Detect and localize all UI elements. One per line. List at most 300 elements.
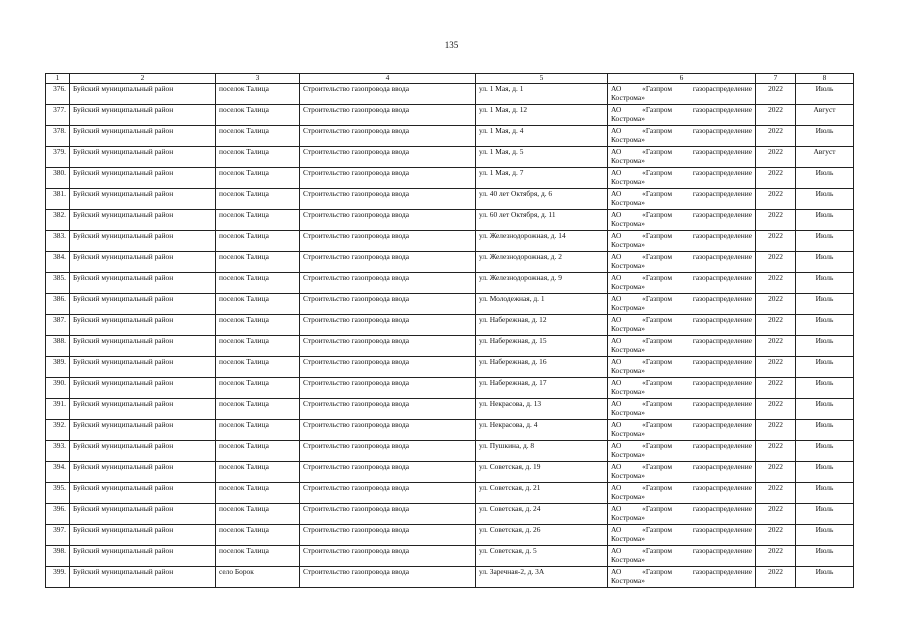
executor-cell	[608, 462, 756, 483]
month-cell: Июль	[796, 210, 854, 231]
executor-word: газораспределение	[692, 231, 752, 240]
executor-word: «Газпром	[642, 441, 672, 450]
executor-line-1	[611, 84, 752, 93]
table-row	[46, 462, 854, 483]
executor-word: АО	[611, 420, 622, 429]
settlement-cell: поселок Талица	[216, 546, 300, 567]
executor-line-1	[611, 378, 752, 387]
executor-word: «Газпром	[642, 378, 672, 387]
executor-word: газораспределение	[692, 399, 752, 408]
executor-cell	[608, 357, 756, 378]
col-header: 8	[796, 74, 854, 84]
executor-line-1	[611, 399, 752, 408]
year-cell: 2022	[756, 84, 796, 105]
district-cell: Буйский муниципальный район	[70, 84, 216, 105]
settlement-cell: поселок Талица	[216, 378, 300, 399]
row-number: 378.	[46, 126, 70, 147]
settlement-cell: село Борок	[216, 567, 300, 588]
work-type-cell: Строительство газопровода ввода	[300, 441, 476, 462]
executor-word: АО	[611, 168, 622, 177]
month-cell: Июль	[796, 504, 854, 525]
district-cell: Буйский муниципальный район	[70, 399, 216, 420]
address-cell: ул. Набережная, д. 12	[476, 315, 608, 336]
year-cell: 2022	[756, 357, 796, 378]
header-row	[46, 74, 854, 84]
district-cell: Буйский муниципальный район	[70, 357, 216, 378]
year-cell: 2022	[756, 231, 796, 252]
address-cell: ул. 40 лет Октября, д. 6	[476, 189, 608, 210]
executor-cell	[608, 189, 756, 210]
page-number: 135	[444, 40, 459, 50]
executor-cell	[608, 210, 756, 231]
row-number: 381.	[46, 189, 70, 210]
executor-word: газораспределение	[692, 441, 752, 450]
executor-line-2: Кострома»	[611, 324, 645, 333]
settlement-cell: поселок Талица	[216, 462, 300, 483]
year-cell: 2022	[756, 336, 796, 357]
row-number: 384.	[46, 252, 70, 273]
executor-word: «Газпром	[642, 147, 672, 156]
executor-word: «Газпром	[642, 504, 672, 513]
executor-cell	[608, 252, 756, 273]
executor-line-1	[611, 420, 752, 429]
executor-word: «Газпром	[642, 315, 672, 324]
row-number: 385.	[46, 273, 70, 294]
executor-line-1	[611, 252, 752, 261]
executor-line-1	[611, 273, 752, 282]
row-number: 391.	[46, 399, 70, 420]
executor-cell	[608, 294, 756, 315]
address-cell: ул. Железнодорожная, д. 14	[476, 231, 608, 252]
document-table	[45, 73, 854, 588]
row-number: 380.	[46, 168, 70, 189]
settlement-cell: поселок Талица	[216, 189, 300, 210]
month-cell: Июль	[796, 441, 854, 462]
work-type-cell: Строительство газопровода ввода	[300, 546, 476, 567]
table-row	[46, 210, 854, 231]
row-number: 396.	[46, 504, 70, 525]
executor-word: АО	[611, 483, 622, 492]
year-cell: 2022	[756, 546, 796, 567]
executor-word: АО	[611, 399, 622, 408]
executor-word: газораспределение	[692, 357, 752, 366]
executor-line-1	[611, 126, 752, 135]
executor-word: «Газпром	[642, 210, 672, 219]
executor-cell	[608, 105, 756, 126]
month-cell: Июль	[796, 462, 854, 483]
executor-word: «Газпром	[642, 462, 672, 471]
year-cell: 2022	[756, 462, 796, 483]
executor-cell	[608, 525, 756, 546]
executor-line-1	[611, 315, 752, 324]
table-row	[46, 336, 854, 357]
executor-word: АО	[611, 210, 622, 219]
work-type-cell: Строительство газопровода ввода	[300, 567, 476, 588]
executor-line-1	[611, 336, 752, 345]
row-number: 377.	[46, 105, 70, 126]
executor-line-2: Кострома»	[611, 492, 645, 501]
year-cell: 2022	[756, 252, 796, 273]
year-cell: 2022	[756, 525, 796, 546]
district-cell: Буйский муниципальный район	[70, 231, 216, 252]
district-cell: Буйский муниципальный район	[70, 567, 216, 588]
work-type-cell: Строительство газопровода ввода	[300, 210, 476, 231]
executor-line-2: Кострома»	[611, 345, 645, 354]
executor-line-1	[611, 483, 752, 492]
executor-word: газораспределение	[692, 378, 752, 387]
work-type-cell: Строительство газопровода ввода	[300, 231, 476, 252]
month-cell: Июль	[796, 252, 854, 273]
settlement-cell: поселок Талица	[216, 399, 300, 420]
year-cell: 2022	[756, 294, 796, 315]
year-cell: 2022	[756, 147, 796, 168]
month-cell: Июль	[796, 525, 854, 546]
address-cell: ул. Заречная-2, д. 3А	[476, 567, 608, 588]
executor-line-2: Кострома»	[611, 471, 645, 480]
month-cell: Июль	[796, 273, 854, 294]
executor-word: АО	[611, 378, 622, 387]
row-number: 388.	[46, 336, 70, 357]
month-cell: Июль	[796, 231, 854, 252]
row-number: 389.	[46, 357, 70, 378]
executor-line-1	[611, 525, 752, 534]
executor-line-2: Кострома»	[611, 534, 645, 543]
executor-word: АО	[611, 567, 622, 576]
table-row	[46, 420, 854, 441]
executor-line-1	[611, 210, 752, 219]
executor-word: АО	[611, 336, 622, 345]
executor-word: газораспределение	[692, 105, 752, 114]
row-number: 382.	[46, 210, 70, 231]
executor-word: «Газпром	[642, 357, 672, 366]
work-type-cell: Строительство газопровода ввода	[300, 504, 476, 525]
executor-word: «Газпром	[642, 84, 672, 93]
work-type-cell: Строительство газопровода ввода	[300, 294, 476, 315]
executor-word: АО	[611, 315, 622, 324]
executor-word: АО	[611, 105, 622, 114]
month-cell: Июль	[796, 189, 854, 210]
table-row	[46, 567, 854, 588]
executor-word: «Газпром	[642, 420, 672, 429]
executor-word: «Газпром	[642, 168, 672, 177]
district-cell: Буйский муниципальный район	[70, 525, 216, 546]
month-cell: Июль	[796, 420, 854, 441]
year-cell: 2022	[756, 189, 796, 210]
district-cell: Буйский муниципальный район	[70, 168, 216, 189]
month-cell: Июль	[796, 378, 854, 399]
executor-line-2: Кострома»	[611, 219, 645, 228]
address-cell: ул. 1 Мая, д. 12	[476, 105, 608, 126]
table-row	[46, 231, 854, 252]
work-type-cell: Строительство газопровода ввода	[300, 378, 476, 399]
col-header: 5	[476, 74, 608, 84]
address-cell: ул. Набережная, д. 15	[476, 336, 608, 357]
table-row	[46, 273, 854, 294]
table-row	[46, 189, 854, 210]
executor-word: газораспределение	[692, 420, 752, 429]
district-cell: Буйский муниципальный район	[70, 420, 216, 441]
executor-cell	[608, 315, 756, 336]
settlement-cell: поселок Талица	[216, 231, 300, 252]
work-type-cell: Строительство газопровода ввода	[300, 420, 476, 441]
executor-cell	[608, 84, 756, 105]
executor-line-2: Кострома»	[611, 93, 645, 102]
table-row	[46, 147, 854, 168]
settlement-cell: поселок Талица	[216, 504, 300, 525]
district-cell: Буйский муниципальный район	[70, 294, 216, 315]
executor-cell	[608, 378, 756, 399]
executor-word: «Газпром	[642, 189, 672, 198]
year-cell: 2022	[756, 378, 796, 399]
row-number: 393.	[46, 441, 70, 462]
address-cell: ул. Советская, д. 5	[476, 546, 608, 567]
district-cell: Буйский муниципальный район	[70, 483, 216, 504]
executor-word: АО	[611, 462, 622, 471]
executor-line-1	[611, 567, 752, 576]
executor-cell	[608, 126, 756, 147]
district-cell: Буйский муниципальный район	[70, 378, 216, 399]
work-type-cell: Строительство газопровода ввода	[300, 462, 476, 483]
year-cell: 2022	[756, 504, 796, 525]
row-number: 390.	[46, 378, 70, 399]
executor-line-2: Кострома»	[611, 387, 645, 396]
table-row	[46, 504, 854, 525]
executor-word: газораспределение	[692, 294, 752, 303]
executor-cell	[608, 399, 756, 420]
work-type-cell: Строительство газопровода ввода	[300, 84, 476, 105]
executor-word: «Газпром	[642, 525, 672, 534]
work-type-cell: Строительство газопровода ввода	[300, 126, 476, 147]
executor-word: газораспределение	[692, 210, 752, 219]
address-cell: ул. Молодежная, д. 1	[476, 294, 608, 315]
executor-word: АО	[611, 189, 622, 198]
settlement-cell: поселок Талица	[216, 336, 300, 357]
district-cell: Буйский муниципальный район	[70, 147, 216, 168]
col-header: 3	[216, 74, 300, 84]
executor-line-2: Кострома»	[611, 450, 645, 459]
month-cell: Июль	[796, 168, 854, 189]
settlement-cell: поселок Талица	[216, 168, 300, 189]
table-row	[46, 441, 854, 462]
address-cell: ул. 1 Мая, д. 5	[476, 147, 608, 168]
executor-word: «Газпром	[642, 567, 672, 576]
work-type-cell: Строительство газопровода ввода	[300, 147, 476, 168]
executor-line-2: Кострома»	[611, 156, 645, 165]
row-number: 395.	[46, 483, 70, 504]
table-body	[46, 84, 854, 588]
address-cell: ул. 1 Мая, д. 1	[476, 84, 608, 105]
table-row	[46, 546, 854, 567]
executor-cell	[608, 168, 756, 189]
district-cell: Буйский муниципальный район	[70, 105, 216, 126]
table-row	[46, 399, 854, 420]
table-row	[46, 84, 854, 105]
executor-line-2: Кострома»	[611, 408, 645, 417]
executor-line-1	[611, 294, 752, 303]
district-cell: Буйский муниципальный район	[70, 252, 216, 273]
executor-word: АО	[611, 441, 622, 450]
executor-line-2: Кострома»	[611, 135, 645, 144]
address-cell: ул. Железнодорожная, д. 2	[476, 252, 608, 273]
table-row	[46, 105, 854, 126]
year-cell: 2022	[756, 273, 796, 294]
executor-line-2: Кострома»	[611, 240, 645, 249]
month-cell: Июль	[796, 483, 854, 504]
work-type-cell: Строительство газопровода ввода	[300, 399, 476, 420]
address-cell: ул. Советская, д. 26	[476, 525, 608, 546]
work-type-cell: Строительство газопровода ввода	[300, 189, 476, 210]
address-cell: ул. 1 Мая, д. 7	[476, 168, 608, 189]
executor-line-1	[611, 147, 752, 156]
executor-word: газораспределение	[692, 567, 752, 576]
address-cell: ул. Некрасова, д. 4	[476, 420, 608, 441]
executor-line-1	[611, 462, 752, 471]
row-number: 398.	[46, 546, 70, 567]
district-cell: Буйский муниципальный район	[70, 441, 216, 462]
table-row	[46, 294, 854, 315]
executor-word: АО	[611, 273, 622, 282]
address-cell: ул. Советская, д. 21	[476, 483, 608, 504]
executor-word: газораспределение	[692, 462, 752, 471]
executor-line-1	[611, 168, 752, 177]
executor-word: газораспределение	[692, 336, 752, 345]
work-type-cell: Строительство газопровода ввода	[300, 336, 476, 357]
row-number: 383.	[46, 231, 70, 252]
table-row	[46, 168, 854, 189]
executor-line-2: Кострома»	[611, 177, 645, 186]
settlement-cell: поселок Талица	[216, 126, 300, 147]
executor-line-2: Кострома»	[611, 429, 645, 438]
col-header: 6	[608, 74, 756, 84]
month-cell: Июль	[796, 315, 854, 336]
work-type-cell: Строительство газопровода ввода	[300, 168, 476, 189]
address-cell: ул. Железнодорожная, д. 9	[476, 273, 608, 294]
executor-word: «Газпром	[642, 126, 672, 135]
executor-word: АО	[611, 84, 622, 93]
month-cell: Август	[796, 105, 854, 126]
executor-line-1	[611, 441, 752, 450]
district-cell: Буйский муниципальный район	[70, 210, 216, 231]
month-cell: Июль	[796, 126, 854, 147]
executor-word: газораспределение	[692, 273, 752, 282]
work-type-cell: Строительство газопровода ввода	[300, 525, 476, 546]
executor-word: газораспределение	[692, 126, 752, 135]
year-cell: 2022	[756, 315, 796, 336]
executor-word: газораспределение	[692, 189, 752, 198]
executor-line-2: Кострома»	[611, 513, 645, 522]
address-cell: ул. Набережная, д. 17	[476, 378, 608, 399]
address-cell: ул. Советская, д. 24	[476, 504, 608, 525]
table-row	[46, 252, 854, 273]
row-number: 379.	[46, 147, 70, 168]
settlement-cell: поселок Талица	[216, 252, 300, 273]
settlement-cell: поселок Талица	[216, 147, 300, 168]
executor-line-1	[611, 105, 752, 114]
executor-word: газораспределение	[692, 504, 752, 513]
executor-word: «Газпром	[642, 105, 672, 114]
executor-line-2: Кострома»	[611, 282, 645, 291]
work-type-cell: Строительство газопровода ввода	[300, 273, 476, 294]
district-cell: Буйский муниципальный район	[70, 546, 216, 567]
executor-word: АО	[611, 147, 622, 156]
executor-line-1	[611, 189, 752, 198]
executor-word: газораспределение	[692, 483, 752, 492]
executor-line-2: Кострома»	[611, 576, 645, 585]
executor-word: газораспределение	[692, 525, 752, 534]
executor-cell	[608, 231, 756, 252]
executor-line-2: Кострома»	[611, 261, 645, 270]
table-row	[46, 525, 854, 546]
executor-cell	[608, 567, 756, 588]
row-number: 394.	[46, 462, 70, 483]
district-cell: Буйский муниципальный район	[70, 273, 216, 294]
settlement-cell: поселок Талица	[216, 294, 300, 315]
year-cell: 2022	[756, 210, 796, 231]
row-number: 397.	[46, 525, 70, 546]
row-number: 386.	[46, 294, 70, 315]
executor-word: «Газпром	[642, 231, 672, 240]
executor-line-1	[611, 504, 752, 513]
col-header: 2	[70, 74, 216, 84]
settlement-cell: поселок Талица	[216, 483, 300, 504]
settlement-cell: поселок Талица	[216, 420, 300, 441]
executor-line-1	[611, 546, 752, 555]
month-cell: Июль	[796, 399, 854, 420]
table-row	[46, 378, 854, 399]
col-header: 1	[46, 74, 70, 84]
settlement-cell: поселок Талица	[216, 105, 300, 126]
row-number: 392.	[46, 420, 70, 441]
executor-line-1	[611, 357, 752, 366]
executor-cell	[608, 504, 756, 525]
executor-line-2: Кострома»	[611, 366, 645, 375]
executor-word: АО	[611, 525, 622, 534]
executor-word: газораспределение	[692, 147, 752, 156]
year-cell: 2022	[756, 567, 796, 588]
settlement-cell: поселок Талица	[216, 273, 300, 294]
executor-word: АО	[611, 504, 622, 513]
executor-word: газораспределение	[692, 168, 752, 177]
executor-cell	[608, 546, 756, 567]
executor-word: газораспределение	[692, 546, 752, 555]
settlement-cell: поселок Талица	[216, 210, 300, 231]
row-number: 387.	[46, 315, 70, 336]
executor-word: АО	[611, 252, 622, 261]
district-cell: Буйский муниципальный район	[70, 315, 216, 336]
address-cell: ул. Некрасова, д. 13	[476, 399, 608, 420]
work-type-cell: Строительство газопровода ввода	[300, 357, 476, 378]
year-cell: 2022	[756, 483, 796, 504]
executor-cell	[608, 336, 756, 357]
year-cell: 2022	[756, 441, 796, 462]
settlement-cell: поселок Талица	[216, 315, 300, 336]
year-cell: 2022	[756, 126, 796, 147]
executor-word: «Газпром	[642, 336, 672, 345]
table-row	[46, 357, 854, 378]
address-cell: ул. Пушкина, д. 8	[476, 441, 608, 462]
executor-line-2: Кострома»	[611, 555, 645, 564]
settlement-cell: поселок Талица	[216, 525, 300, 546]
executor-cell	[608, 273, 756, 294]
executor-cell	[608, 420, 756, 441]
district-cell: Буйский муниципальный район	[70, 462, 216, 483]
executor-word: АО	[611, 231, 622, 240]
work-type-cell: Строительство газопровода ввода	[300, 315, 476, 336]
work-type-cell: Строительство газопровода ввода	[300, 252, 476, 273]
executor-word: АО	[611, 294, 622, 303]
row-number: 376.	[46, 84, 70, 105]
address-cell: ул. Набережная, д. 16	[476, 357, 608, 378]
